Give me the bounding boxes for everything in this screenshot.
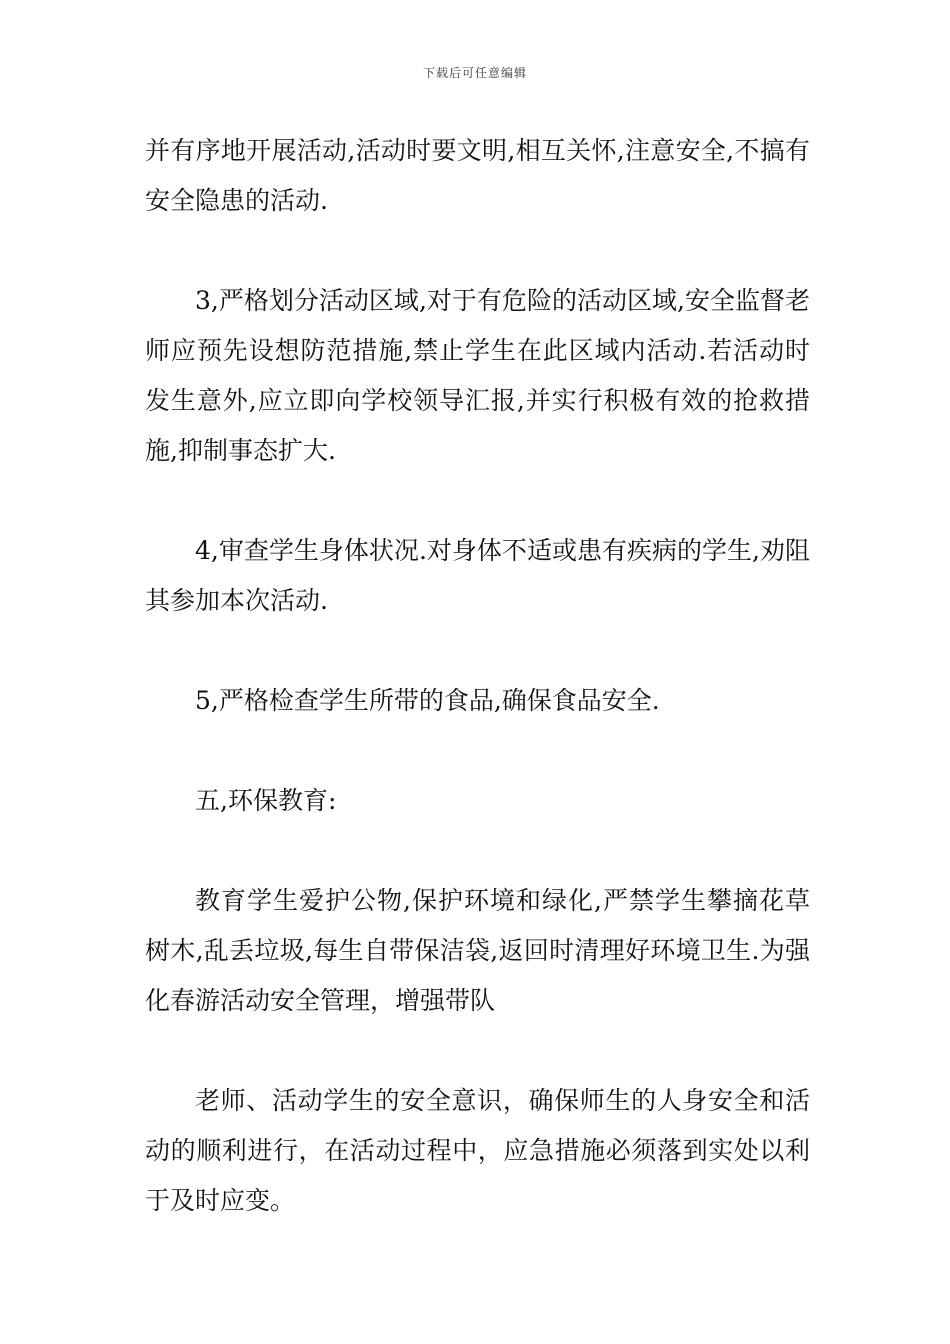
section-heading-environment: 五,环保教育: [195, 786, 337, 815]
paragraph-safety-awareness: 老师、活动学生的安全意识，确保师生的人身安全和活动的顺利进行，在活动过程中，应急措施必须落到实处以利于及时应变。 [145, 1086, 810, 1215]
paragraph-item-3: 3,严格划分活动区域,对于有危险的活动区域,安全监督老师应预先设想防范措施,禁止学生在此区域内活动.若活动时发生意外,应立即向学校领导汇报,并实行积极有效的抢救措施,抑制事态扩大. [145, 286, 810, 465]
document-body [145, 126, 810, 1226]
paragraph-item-4: 4,审查学生身体状况.对身体不适或患有疾病的学生,劝阻其参加本次活动. [145, 536, 810, 615]
paragraph-continuation: 并有序地开展活动,活动时要文明,相互关怀,注意安全,不搞有安全隐患的活动. [145, 136, 810, 215]
page-header-note: 下载后可任意编辑 [422, 66, 527, 80]
paragraph-environment-education: 教育学生爱护公物,保护环境和绿化,严禁学生攀摘花草树木,乱丢垃圾,每生自带保洁袋,返回时清理好环境卫生.为强化春游活动安全管理，增强带队 [145, 886, 810, 1015]
paragraph-item-5: 5,严格检查学生所带的食品,确保食品安全. [195, 686, 660, 715]
